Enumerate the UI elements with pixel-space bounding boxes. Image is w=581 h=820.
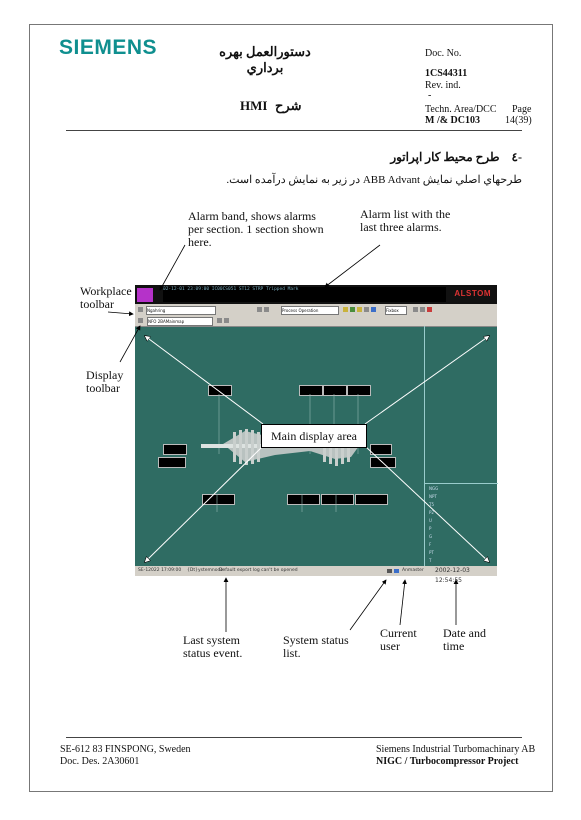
alarm-list[interactable]: 02-12-01 23:09:00 IC00CS051 ST12 STRP Tripped Mark (163, 287, 446, 302)
last-status-caption: Last system status event. (183, 633, 243, 660)
system-status-list-caption: System status list. (283, 633, 349, 660)
display-search-field[interactable]: Process Operation (281, 306, 339, 315)
siemens-logo: SIEMENS (59, 36, 158, 59)
page-value: 14(39) (505, 115, 532, 126)
current-user-caption: Current user (380, 626, 417, 653)
heading-text: طرح محيط كار اپراتور (390, 150, 500, 164)
panel-label: P2 (429, 510, 434, 515)
current-user[interactable]: Anmaster (402, 568, 424, 573)
footer-address: SE-612 83 FINSPONG, Sweden (60, 744, 191, 755)
alarm-list-caption: Alarm list with the last three alarms. (360, 207, 451, 234)
rev-value: - (428, 90, 432, 101)
doc-no-value: 1CS44311 (425, 68, 468, 79)
status-node: {Dt}ystemnode (187, 568, 224, 573)
workplace-toolbar-caption: Workplace toolbar (80, 284, 132, 311)
date-time-caption: Date and time (443, 626, 486, 653)
panel-label: P (429, 526, 432, 531)
footer-doc-des: Doc. Des. 2A30601 (60, 756, 140, 767)
panel-label: T (429, 558, 432, 563)
page-label: Page (512, 104, 532, 115)
panel-label: PT (429, 550, 434, 555)
zoom-field[interactable]: Fixbox (385, 306, 407, 315)
tech-area-label: Techn. Area/DCC (425, 104, 497, 115)
alarm-band-caption: Alarm band, shows alarms per section. 1 section shown here. (188, 209, 324, 249)
footer-company: Siemens Industrial Turbomachinary AB (376, 744, 536, 755)
panel-label: T5 (429, 502, 434, 507)
doc-no-label: Doc. No. (425, 48, 462, 59)
panel-label: U (429, 518, 432, 523)
panel-label: G (429, 534, 433, 539)
alstom-logo: ALSTOM (454, 289, 491, 298)
main-display-area-label: Main display area (261, 424, 367, 448)
footer-project: NIGC / Turbocompressor Project (376, 756, 519, 767)
intro-text: طرحهاي اصلي نمايش ABB Advant در زير به نمايش درآمده است. (226, 174, 522, 186)
display-field[interactable]: NFO 2BAMainmap (147, 317, 213, 326)
date-time: 2002-12-03 12:54:55 (435, 567, 470, 584)
status-message[interactable]: Default export log can't be opened (219, 568, 298, 573)
panel-label: F (429, 542, 432, 547)
rev-label: Rev. ind. (425, 80, 461, 91)
doc-title: دستورالعمل بهره برداري (219, 44, 311, 75)
last-status-event[interactable]: SE-12022 17:09:00 (138, 568, 182, 573)
panel-label: NGG (429, 486, 439, 491)
display-toolbar-caption: Display toolbar (86, 368, 124, 395)
section-title-en: HMI (240, 98, 268, 113)
tech-area-value: M /& DC103 (425, 115, 480, 126)
panel-label: NPT (429, 494, 437, 499)
section-title-fa: شرح (275, 98, 302, 113)
footer-rule (66, 737, 522, 738)
workplace-field[interactable]: Ngahring (146, 306, 216, 315)
heading-number: -٤ (511, 150, 522, 164)
